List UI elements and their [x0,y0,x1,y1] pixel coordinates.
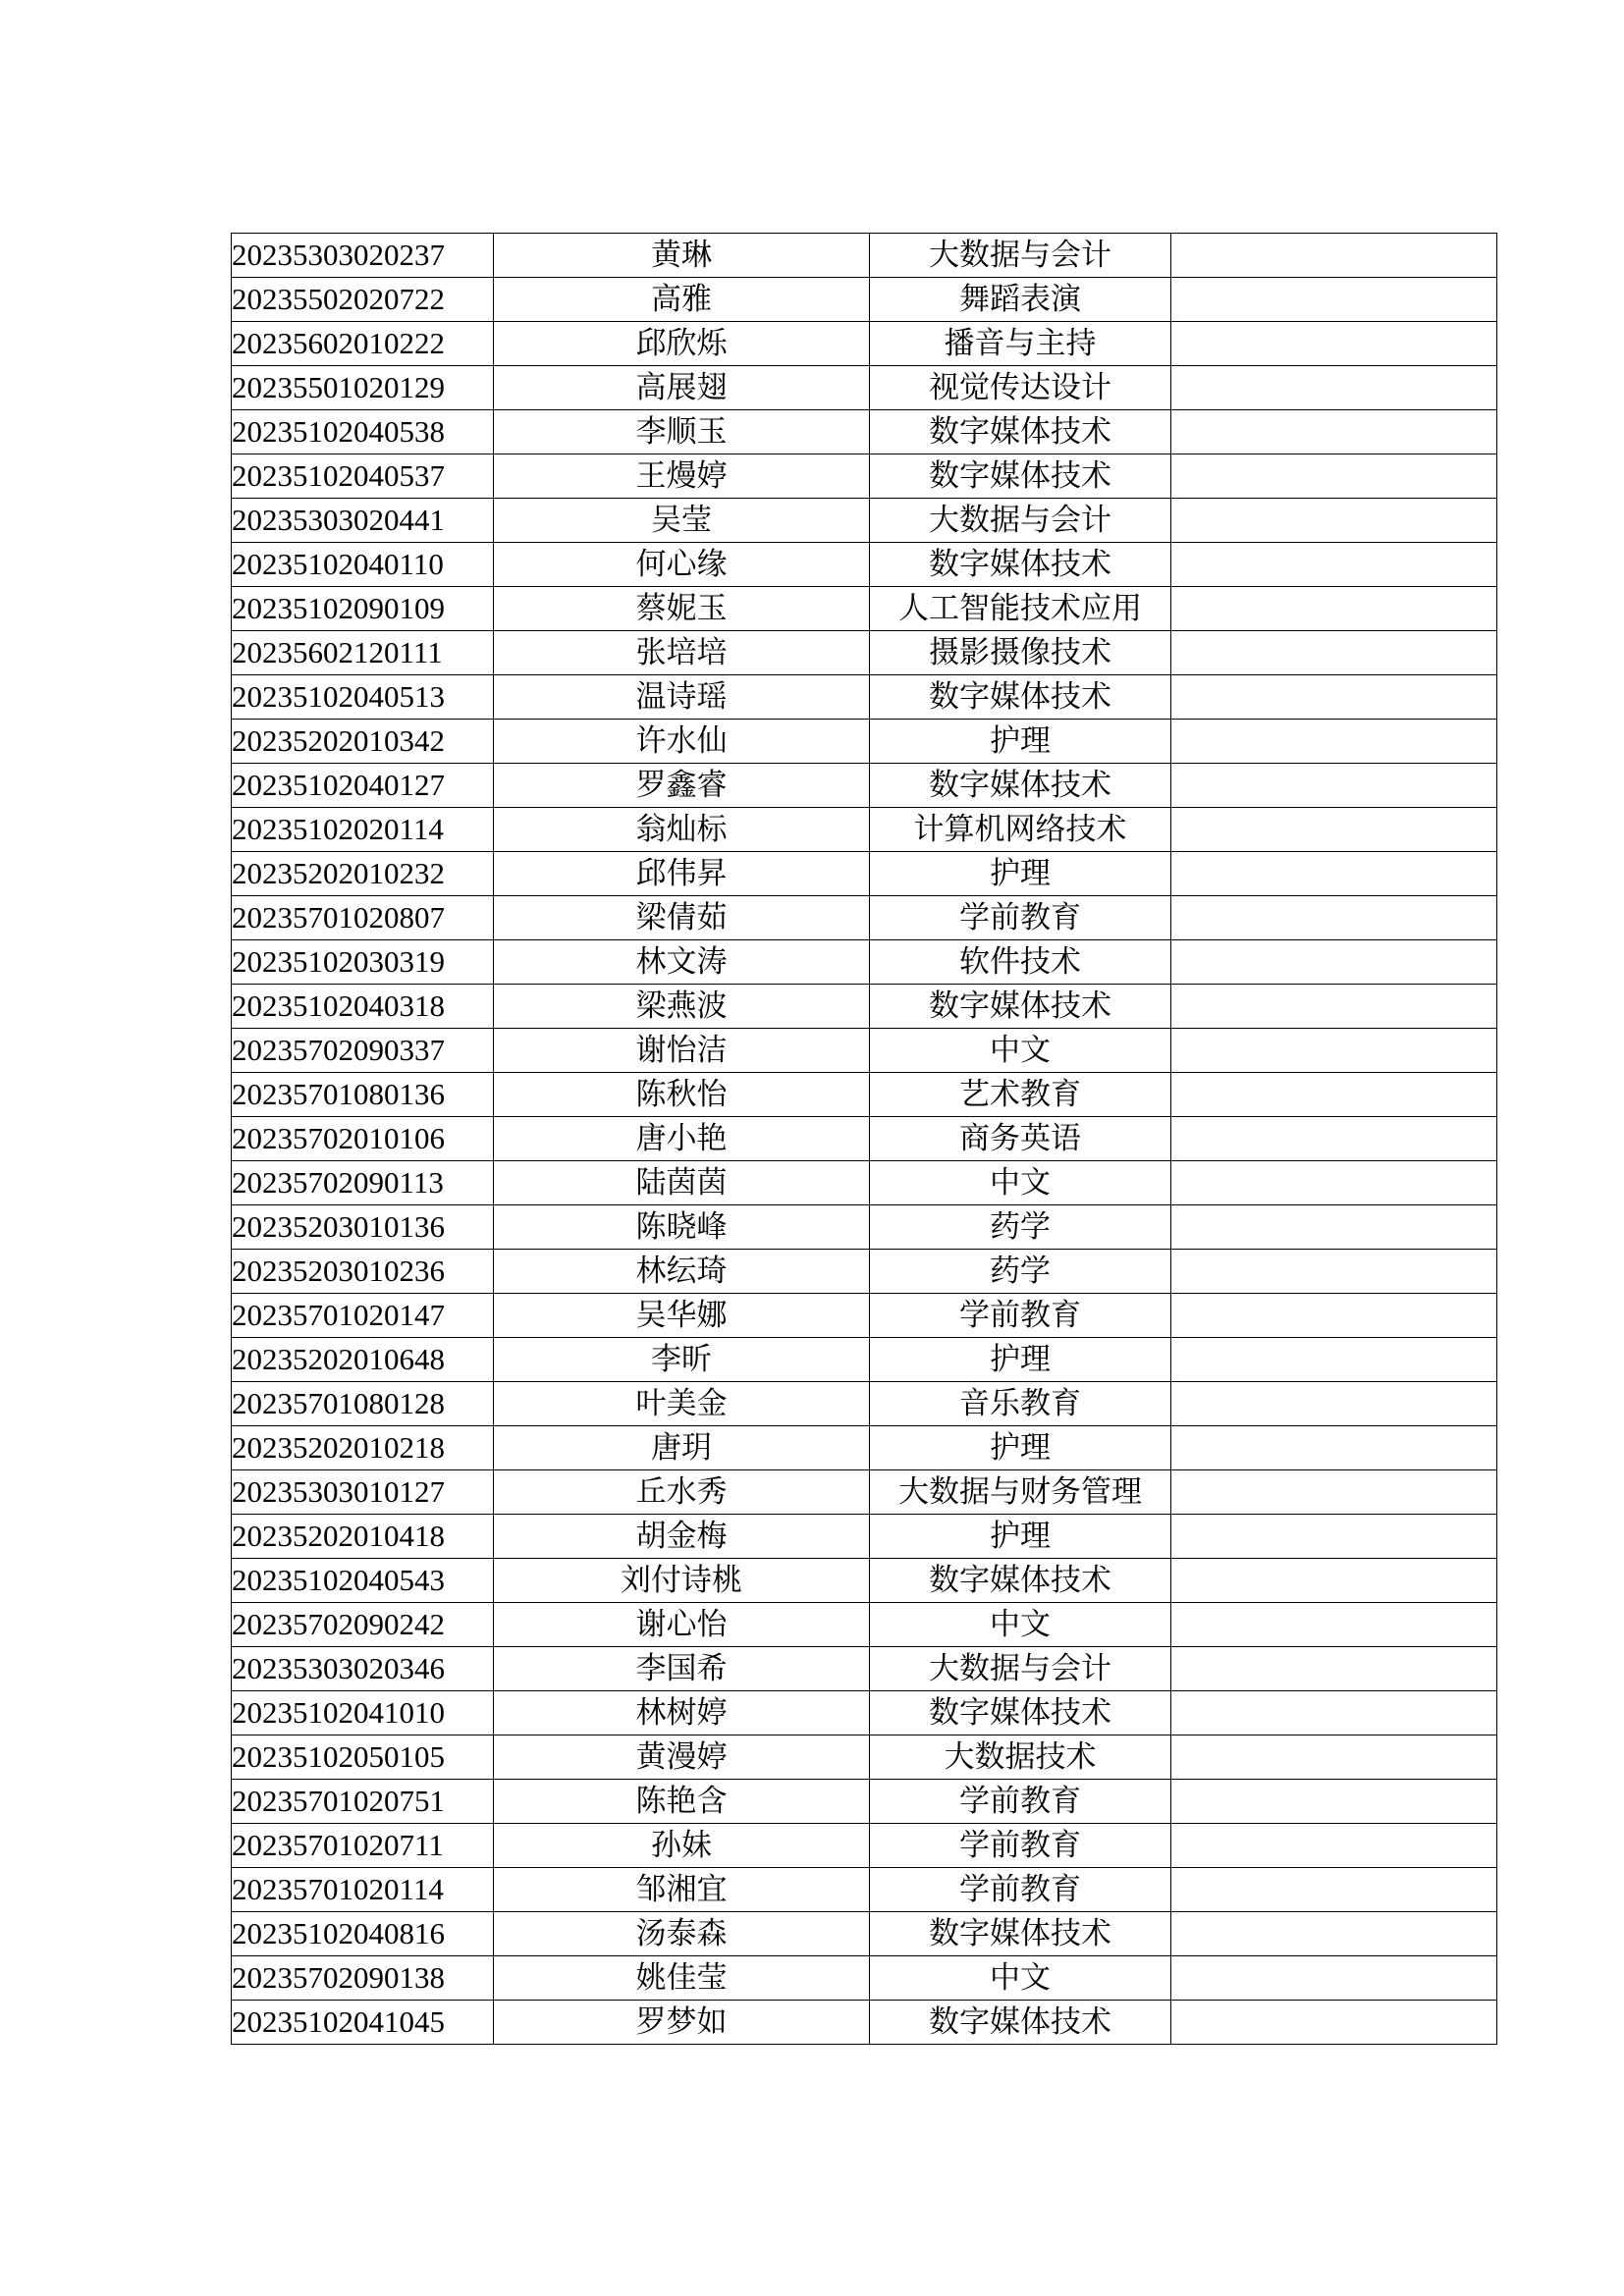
student-id-cell: 20235502020722 [232,278,494,322]
table-row [232,985,1497,1029]
student-id-cell: 20235102040127 [232,764,494,808]
student-name-cell: 李顺玉 [494,410,870,454]
student-id-cell: 20235303010127 [232,1470,494,1515]
student-id-cell: 20235701080128 [232,1382,494,1426]
student-id-cell: 20235102090109 [232,587,494,631]
student-name-cell: 翁灿标 [494,808,870,852]
major-cell: 中文 [870,1956,1171,2001]
note-cell [1171,366,1497,410]
table-row [232,1735,1497,1780]
note-cell [1171,278,1497,322]
student-name-cell: 王熳婷 [494,454,870,499]
student-name-cell: 林树婷 [494,1691,870,1735]
major-cell: 护理 [870,720,1171,764]
major-cell: 数字媒体技术 [870,1691,1171,1735]
major-cell: 人工智能技术应用 [870,587,1171,631]
table-row [232,1205,1497,1250]
student-id-cell: 20235701020807 [232,896,494,940]
table-row [232,675,1497,720]
student-id-cell: 20235102041010 [232,1691,494,1735]
major-cell: 舞蹈表演 [870,278,1171,322]
major-cell: 摄影摄像技术 [870,631,1171,675]
note-cell [1171,499,1497,543]
student-name-cell: 何心缘 [494,543,870,587]
note-cell [1171,1735,1497,1780]
student-id-cell: 20235202010418 [232,1515,494,1559]
major-cell: 音乐教育 [870,1382,1171,1426]
student-id-cell: 20235303020237 [232,234,494,278]
note-cell [1171,1250,1497,1294]
student-name-cell: 陈艳含 [494,1780,870,1824]
student-id-cell: 20235202010232 [232,852,494,896]
major-cell: 数字媒体技术 [870,764,1171,808]
table-row [232,1338,1497,1382]
student-id-cell: 20235701020751 [232,1780,494,1824]
table-row [232,1868,1497,1912]
student-id-cell: 20235303020441 [232,499,494,543]
student-name-cell: 梁倩茹 [494,896,870,940]
student-name-cell: 吴莹 [494,499,870,543]
student-id-cell: 20235501020129 [232,366,494,410]
note-cell [1171,764,1497,808]
major-cell: 大数据技术 [870,1735,1171,1780]
student-name-cell: 高雅 [494,278,870,322]
table-row [232,764,1497,808]
student-id-cell: 20235203010236 [232,1250,494,1294]
student-name-cell: 姚佳莹 [494,1956,870,2001]
note-cell [1171,1338,1497,1382]
student-id-cell: 20235102040318 [232,985,494,1029]
table-row [232,1559,1497,1603]
student-name-cell: 罗梦如 [494,2001,870,2045]
note-cell [1171,1912,1497,1956]
student-id-cell: 20235102040537 [232,454,494,499]
major-cell: 学前教育 [870,1824,1171,1868]
note-cell [1171,985,1497,1029]
major-cell: 数字媒体技术 [870,454,1171,499]
student-name-cell: 唐玥 [494,1426,870,1470]
table-row [232,587,1497,631]
note-cell [1171,1824,1497,1868]
major-cell: 数字媒体技术 [870,410,1171,454]
student-name-cell: 邱伟昇 [494,852,870,896]
student-id-cell: 20235102040816 [232,1912,494,1956]
student-name-cell: 谢心怡 [494,1603,870,1647]
student-id-cell: 20235702090138 [232,1956,494,2001]
table-row [232,1117,1497,1161]
student-id-cell: 20235102020114 [232,808,494,852]
major-cell: 中文 [870,1161,1171,1205]
student-name-cell: 陈秋怡 [494,1073,870,1117]
major-cell: 数字媒体技术 [870,2001,1171,2045]
note-cell [1171,1073,1497,1117]
student-id-cell: 20235102040513 [232,675,494,720]
note-cell [1171,1559,1497,1603]
major-cell: 护理 [870,1338,1171,1382]
note-cell [1171,631,1497,675]
table-row [232,1603,1497,1647]
student-name-cell: 胡金梅 [494,1515,870,1559]
major-cell: 数字媒体技术 [870,543,1171,587]
note-cell [1171,587,1497,631]
major-cell: 护理 [870,1515,1171,1559]
table-row [232,896,1497,940]
student-name-cell: 黄琳 [494,234,870,278]
student-name-cell: 张培培 [494,631,870,675]
major-cell: 大数据与会计 [870,234,1171,278]
table-row [232,278,1497,322]
table-row [232,1250,1497,1294]
student-name-cell: 林纭琦 [494,1250,870,1294]
table-row [232,543,1497,587]
note-cell [1171,940,1497,985]
student-id-cell: 20235102040543 [232,1559,494,1603]
major-cell: 大数据与财务管理 [870,1470,1171,1515]
note-cell [1171,1294,1497,1338]
student-id-cell: 20235202010648 [232,1338,494,1382]
major-cell: 大数据与会计 [870,1647,1171,1691]
student-name-cell: 谢怡洁 [494,1029,870,1073]
note-cell [1171,1117,1497,1161]
table-row [232,1073,1497,1117]
table-row [232,1824,1497,1868]
student-name-cell: 高展翅 [494,366,870,410]
table-row [232,1426,1497,1470]
student-id-cell: 20235602120111 [232,631,494,675]
note-cell [1171,1780,1497,1824]
student-name-cell: 李昕 [494,1338,870,1382]
major-cell: 学前教育 [870,1780,1171,1824]
student-name-cell: 吴华娜 [494,1294,870,1338]
major-cell: 商务英语 [870,1117,1171,1161]
note-cell [1171,1470,1497,1515]
student-id-cell: 20235102050105 [232,1735,494,1780]
note-cell [1171,1603,1497,1647]
note-cell [1171,1691,1497,1735]
table-row [232,940,1497,985]
student-name-cell: 许水仙 [494,720,870,764]
student-name-cell: 陆茵茵 [494,1161,870,1205]
major-cell: 数字媒体技术 [870,985,1171,1029]
note-cell [1171,1382,1497,1426]
student-id-cell: 20235701020711 [232,1824,494,1868]
table-row [232,454,1497,499]
table-row [232,852,1497,896]
table-row [232,1515,1497,1559]
note-cell [1171,852,1497,896]
student-id-cell: 20235701020114 [232,1868,494,1912]
table-row [232,1294,1497,1338]
major-cell: 软件技术 [870,940,1171,985]
student-name-cell: 蔡妮玉 [494,587,870,631]
major-cell: 数字媒体技术 [870,1912,1171,1956]
table-row [232,1780,1497,1824]
student-name-cell: 汤泰森 [494,1912,870,1956]
table-row [232,1912,1497,1956]
student-id-cell: 20235202010342 [232,720,494,764]
major-cell: 中文 [870,1603,1171,1647]
table-row [232,720,1497,764]
major-cell: 艺术教育 [870,1073,1171,1117]
note-cell [1171,1161,1497,1205]
major-cell: 学前教育 [870,1294,1171,1338]
table-row [232,1470,1497,1515]
table-row [232,631,1497,675]
major-cell: 学前教育 [870,896,1171,940]
note-cell [1171,1515,1497,1559]
student-id-cell: 20235702090242 [232,1603,494,1647]
table-row [232,366,1497,410]
table-row [232,1647,1497,1691]
table-row [232,1029,1497,1073]
note-cell [1171,1956,1497,2001]
table-row [232,1382,1497,1426]
student-id-cell: 20235701020147 [232,1294,494,1338]
note-cell [1171,234,1497,278]
student-name-cell: 林文涛 [494,940,870,985]
major-cell: 数字媒体技术 [870,675,1171,720]
student-id-cell: 20235202010218 [232,1426,494,1470]
table-row [232,2001,1497,2045]
note-cell [1171,675,1497,720]
note-cell [1171,896,1497,940]
student-name-cell: 温诗瑶 [494,675,870,720]
student-table [231,233,1497,2045]
major-cell: 视觉传达设计 [870,366,1171,410]
note-cell [1171,1868,1497,1912]
table-row [232,499,1497,543]
student-id-cell: 20235702090113 [232,1161,494,1205]
table-row [232,410,1497,454]
note-cell [1171,322,1497,366]
student-id-cell: 20235602010222 [232,322,494,366]
student-name-cell: 邱欣烁 [494,322,870,366]
table-row [232,808,1497,852]
student-id-cell: 20235701080136 [232,1073,494,1117]
student-name-cell: 叶美金 [494,1382,870,1426]
major-cell: 药学 [870,1250,1171,1294]
note-cell [1171,2001,1497,2045]
major-cell: 大数据与会计 [870,499,1171,543]
table-row [232,1956,1497,2001]
major-cell: 播音与主持 [870,322,1171,366]
note-cell [1171,720,1497,764]
student-id-cell: 20235102040538 [232,410,494,454]
student-id-cell: 20235102041045 [232,2001,494,2045]
student-table-body [232,234,1497,2045]
student-name-cell: 梁燕波 [494,985,870,1029]
student-name-cell: 唐小艳 [494,1117,870,1161]
student-id-cell: 20235702090337 [232,1029,494,1073]
student-id-cell: 20235203010136 [232,1205,494,1250]
major-cell: 数字媒体技术 [870,1559,1171,1603]
major-cell: 护理 [870,1426,1171,1470]
table-row [232,1161,1497,1205]
student-name-cell: 黄漫婷 [494,1735,870,1780]
major-cell: 中文 [870,1029,1171,1073]
table-row [232,322,1497,366]
student-name-cell: 陈晓峰 [494,1205,870,1250]
student-name-cell: 刘付诗桃 [494,1559,870,1603]
major-cell: 护理 [870,852,1171,896]
student-name-cell: 李国希 [494,1647,870,1691]
table-row [232,1691,1497,1735]
table-row [232,234,1497,278]
student-name-cell: 丘水秀 [494,1470,870,1515]
note-cell [1171,808,1497,852]
student-id-cell: 20235102030319 [232,940,494,985]
major-cell: 药学 [870,1205,1171,1250]
note-cell [1171,1029,1497,1073]
student-id-cell: 20235702010106 [232,1117,494,1161]
note-cell [1171,1426,1497,1470]
major-cell: 学前教育 [870,1868,1171,1912]
note-cell [1171,1647,1497,1691]
note-cell [1171,543,1497,587]
note-cell [1171,454,1497,499]
note-cell [1171,1205,1497,1250]
major-cell: 计算机网络技术 [870,808,1171,852]
note-cell [1171,410,1497,454]
student-id-cell: 20235102040110 [232,543,494,587]
student-name-cell: 罗鑫睿 [494,764,870,808]
student-id-cell: 20235303020346 [232,1647,494,1691]
student-name-cell: 孙妹 [494,1824,870,1868]
student-name-cell: 邹湘宜 [494,1868,870,1912]
